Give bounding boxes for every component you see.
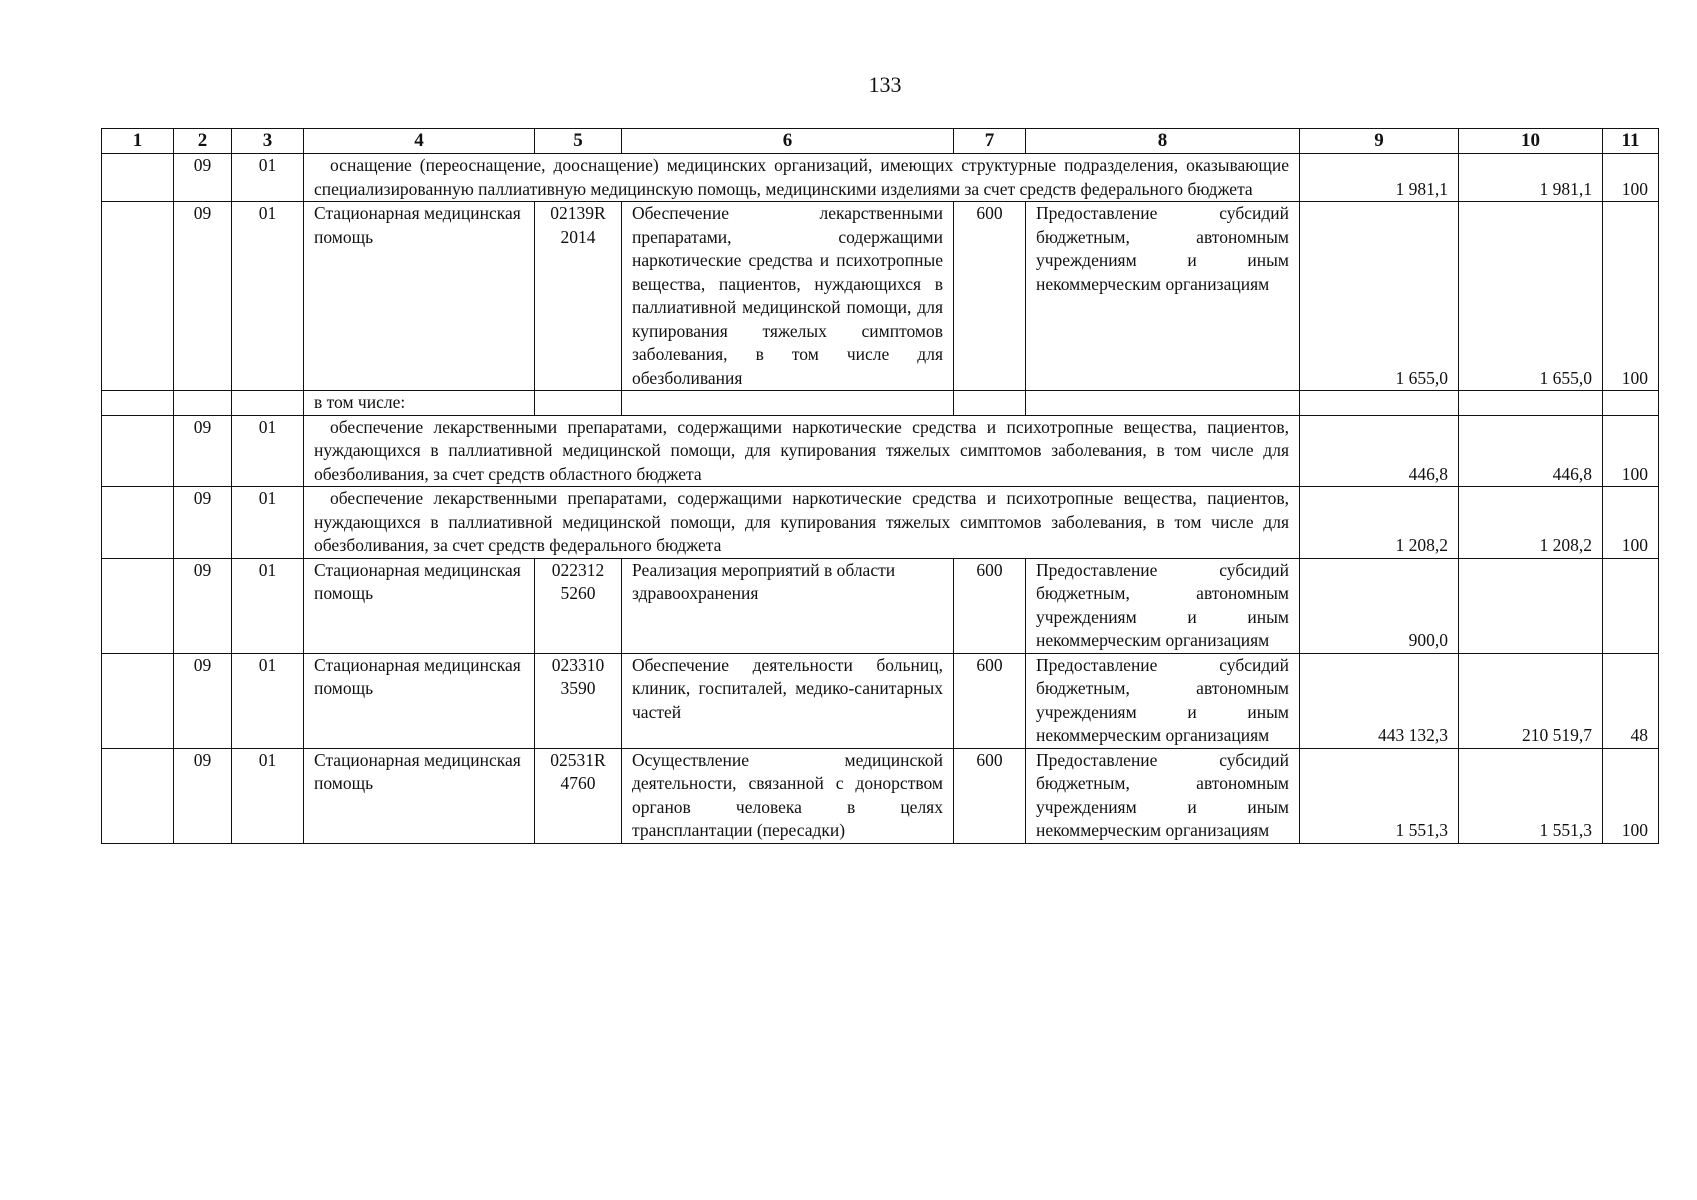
cell-percent: 48 [1603, 653, 1659, 748]
cell-expense-name: Предоставление субсидий бюджетным, автономным учреждениям и иным некоммерческим организациям [1026, 748, 1300, 843]
cell-executed: 1 655,0 [1459, 202, 1603, 391]
col-header-7: 7 [954, 129, 1026, 154]
cell-subsection: 01 [232, 558, 304, 653]
cell-col1 [102, 558, 174, 653]
col-header-3: 3 [232, 129, 304, 154]
page-number: 133 [868, 72, 902, 97]
cell-executed: 1 981,1 [1459, 154, 1603, 202]
cell-planned: 1 208,2 [1300, 487, 1459, 559]
cell-description-merged: обеспечение лекарственными препаратами, содержащими наркотические средства и психотропные вещества, пациентов, нуждающихся в паллиативной медицинской помощи, для купирования тяжелых симптомов заболевания, в том числе для обезболивания, за счет средств областного бюджета [304, 415, 1300, 487]
cell-section: 09 [174, 202, 232, 391]
cell-planned: 443 132,3 [1300, 653, 1459, 748]
cell-planned [1300, 391, 1459, 416]
cell-expense-name [1026, 391, 1300, 416]
cell-executed [1459, 558, 1603, 653]
cell-percent [1603, 391, 1659, 416]
cell-name: Стационарная медицинская помощь [304, 202, 535, 391]
cell-col1 [102, 154, 174, 202]
table-row [102, 415, 1659, 487]
cell-program: Обеспечение лекарственными препаратами, содержащими наркотические средства и психотропные вещества, пациентов, нуждающихся в паллиативной медицинской помощи, для купирования тяжелых симптомов заболевания, в том числе для обезболивания [622, 202, 954, 391]
cell-section: 09 [174, 748, 232, 843]
cell-executed: 1 208,2 [1459, 487, 1603, 559]
cell-planned: 446,8 [1300, 415, 1459, 487]
cell-col1 [102, 391, 174, 416]
cell-expense-type: 600 [954, 748, 1026, 843]
cell-subsection: 01 [232, 748, 304, 843]
table-row [102, 202, 1659, 391]
header-row [102, 129, 1659, 154]
cell-col1 [102, 202, 174, 391]
table-row [102, 653, 1659, 748]
cell-col1 [102, 487, 174, 559]
cell-program: Осуществление медицинской деятельности, связанной с донорством органов человека в целях трансплантации (пересадки) [622, 748, 954, 843]
cell-executed [1459, 391, 1603, 416]
cell-expense-type [954, 391, 1026, 416]
cell-executed: 210 519,7 [1459, 653, 1603, 748]
col-header-5: 5 [535, 129, 622, 154]
cell-target-article: 02139R 2014 [535, 202, 622, 391]
cell-planned: 1 655,0 [1300, 202, 1459, 391]
cell-section: 09 [174, 653, 232, 748]
cell-section [174, 391, 232, 416]
cell-program: Реализация мероприятий в области здравоохранения [622, 558, 954, 653]
cell-percent: 100 [1603, 748, 1659, 843]
cell-expense-name: Предоставление субсидий бюджетным, автономным учреждениям и иным некоммерческим организациям [1026, 202, 1300, 391]
cell-percent [1603, 558, 1659, 653]
cell-section: 09 [174, 415, 232, 487]
table-row [102, 558, 1659, 653]
cell-target-article: 02531R 4760 [535, 748, 622, 843]
cell-description-merged: оснащение (переоснащение, дооснащение) медицинских организаций, имеющих структурные подразделения, оказывающие специализированную паллиативную медицинскую помощь, медицинскими изделиями за счет средств федерального бюджета [304, 154, 1300, 202]
budget-table [101, 128, 1659, 844]
col-header-9: 9 [1300, 129, 1459, 154]
cell-percent: 100 [1603, 487, 1659, 559]
cell-including-label: в том числе: [304, 391, 535, 416]
cell-description-merged: обеспечение лекарственными препаратами, содержащими наркотические средства и психотропные вещества, пациентов, нуждающихся в паллиативной медицинской помощи, для купирования тяжелых симптомов заболевания, в том числе для обезболивания, за счет средств федерального бюджета [304, 487, 1300, 559]
cell-section: 09 [174, 487, 232, 559]
cell-executed: 446,8 [1459, 415, 1603, 487]
cell-percent: 100 [1603, 415, 1659, 487]
cell-subsection: 01 [232, 202, 304, 391]
cell-percent: 100 [1603, 202, 1659, 391]
cell-expense-type: 600 [954, 202, 1026, 391]
cell-percent: 100 [1603, 154, 1659, 202]
cell-name: Стационарная медицинская помощь [304, 558, 535, 653]
cell-expense-name: Предоставление субсидий бюджетным, автономным учреждениям и иным некоммерческим организациям [1026, 653, 1300, 748]
col-header-2: 2 [174, 129, 232, 154]
table-row [102, 487, 1659, 559]
col-header-10: 10 [1459, 129, 1603, 154]
cell-planned: 900,0 [1300, 558, 1459, 653]
cell-expense-name: Предоставление субсидий бюджетным, автономным учреждениям и иным некоммерческим организациям [1026, 558, 1300, 653]
cell-subsection: 01 [232, 415, 304, 487]
cell-subsection [232, 391, 304, 416]
cell-col1 [102, 653, 174, 748]
table-row [102, 154, 1659, 202]
cell-subsection: 01 [232, 653, 304, 748]
col-header-4: 4 [304, 129, 535, 154]
cell-executed: 1 551,3 [1459, 748, 1603, 843]
cell-program: Обеспечение деятельности больниц, клиник, госпиталей, медико-санитарных частей [622, 653, 954, 748]
col-header-1: 1 [102, 129, 174, 154]
cell-target-article: 022312 5260 [535, 558, 622, 653]
cell-planned: 1 551,3 [1300, 748, 1459, 843]
cell-col1 [102, 748, 174, 843]
cell-expense-type: 600 [954, 653, 1026, 748]
cell-expense-type: 600 [954, 558, 1026, 653]
cell-section: 09 [174, 558, 232, 653]
table-row [102, 391, 1659, 416]
col-header-6: 6 [622, 129, 954, 154]
cell-name: Стационарная медицинская помощь [304, 653, 535, 748]
cell-target-article [535, 391, 622, 416]
cell-subsection: 01 [232, 154, 304, 202]
cell-planned: 1 981,1 [1300, 154, 1459, 202]
cell-subsection: 01 [232, 487, 304, 559]
table-row [102, 748, 1659, 843]
col-header-11: 11 [1603, 129, 1659, 154]
cell-target-article: 023310 3590 [535, 653, 622, 748]
cell-col1 [102, 415, 174, 487]
col-header-8: 8 [1026, 129, 1300, 154]
cell-section: 09 [174, 154, 232, 202]
cell-name: Стационарная медицинская помощь [304, 748, 535, 843]
cell-program [622, 391, 954, 416]
